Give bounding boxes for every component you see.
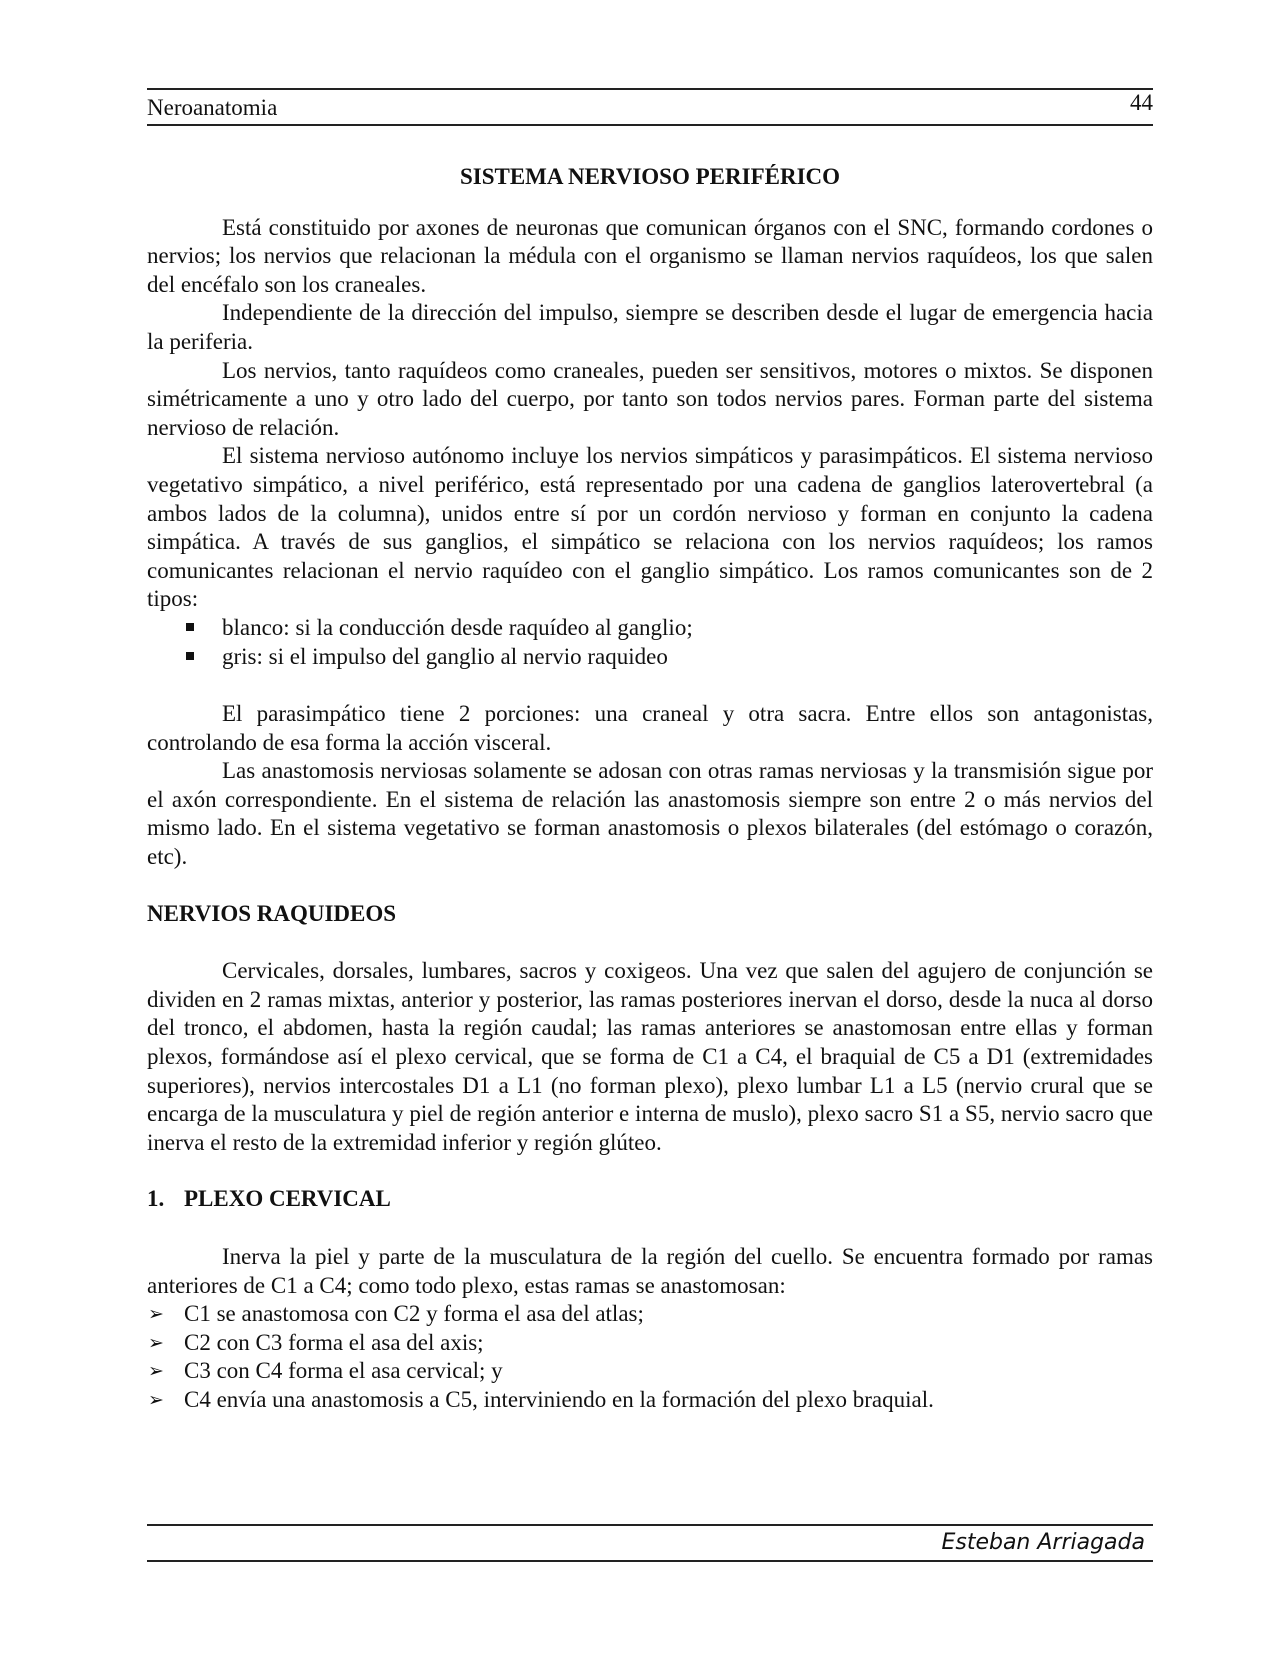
ramos-comunicantes-list (147, 614, 1153, 671)
paragraph: Inerva la piel y parte de la musculatura de la región del cuello. Se encuentra formado por ramas anteriores de C1 a C4; como todo plexo, estas ramas se anastomosan: (147, 1244, 1153, 1298)
running-title: Neroanatomia (147, 95, 278, 120)
footer-author: Esteban Arriagada (941, 1530, 1145, 1555)
list-item-text: C1 se anastomosa con C2 y forma el asa del atlas; (184, 1301, 644, 1327)
footer-bottom-rule (147, 1560, 1153, 1562)
paragraph: Cervicales, dorsales, lumbares, sacros y coxigeos. Una vez que salen del agujero de conjunción se dividen en 2 ramas mixtas, anterior y posterior, las ramas posteriores inervan el dorso, desde la nuca al dorso del tronco, el abdomen, hasta la región caudal; las ramas anteriores se anastomosan entre ellas y forman plexos, formándose así el plexo cervical, que se forma de C1 a C4, el braquial de C5 a D1 (extremidades superiores), nervios intercostales D1 a L1 (no forman plexo), plexo lumbar L1 a L5 (nervio crural que se encarga de la musculatura y piel de región anterior e interna de muslo), plexo sacro S1 a S5, nervio sacro que inerva el resto de la extremidad inferior y región glúteo. (147, 958, 1153, 1155)
paragraph: Los nervios, tanto raquídeos como craneales, pueden ser sensitivos, motores o mixtos. Se disponen simétricamente a uno y otro lado del cuerpo, por tanto son todos nervios pares. Forman parte del sistema nervioso de relación. (147, 357, 1153, 440)
nervios-raquideos-heading: NERVIOS RAQUIDEOS (147, 900, 397, 926)
square-bullet-icon (186, 652, 194, 660)
list-item-text: C4 envía una anastomosis a C5, interviniendo en la formación del plexo braquial. (184, 1386, 934, 1412)
spacer (147, 671, 1153, 700)
section-heading-text: PLEXO CERVICAL (184, 1186, 391, 1212)
section-title: SISTEMA NERVIOSO PERIFÉRICO (459, 164, 841, 189)
list-item (147, 1357, 1153, 1386)
list-item (147, 643, 1153, 672)
list-item (147, 1300, 1153, 1329)
arrow-bullet-icon: ➢ (148, 1360, 164, 1383)
arrow-bullet-icon: ➢ (148, 1331, 164, 1354)
plexo-cervical-heading (147, 1185, 1153, 1214)
arrow-bullet-icon: ➢ (148, 1388, 164, 1411)
list-item-text: C2 con C3 forma el asa del axis; (184, 1329, 484, 1355)
page-header (147, 90, 1153, 124)
document-page (147, 88, 1153, 1415)
section-number: 1. (147, 1186, 165, 1212)
header-bottom-rule (147, 124, 1153, 126)
page-content (147, 163, 1153, 1415)
page-number: 44 (1130, 90, 1153, 115)
page-footer (147, 1524, 1153, 1562)
list-item-text: blanco: si la conducción desde raquídeo al ganglio; (222, 614, 693, 640)
list-item-text: C3 con C4 forma el asa cervical; y (184, 1358, 503, 1384)
list-item-text: gris: si el impulso del ganglio al nervio raquideo (222, 643, 668, 669)
paragraph: Independiente de la dirección del impulso, siempre se describen desde el lugar de emergencia hacia la periferia. (147, 300, 1153, 354)
paragraph: El parasimpático tiene 2 porciones: una craneal y otra sacra. Entre ellos son antagonistas, controlando de esa forma la acción visceral. (147, 701, 1153, 755)
paragraph: El sistema nervioso autónomo incluye los nervios simpáticos y parasimpáticos. El sistema nervioso vegetativo simpático, a nivel periférico, está representado por una cadena de ganglios laterovertebral (a ambos lados de la columna), unidos entre sí por un cordón nervioso y forman en conjunto la cadena simpática. A través de sus ganglios, el simpático se relaciona con los nervios raquídeos; los ramos comunicantes relacionan el nervio raquídeo con el ganglio simpático. Los ramos comunicantes son de 2 tipos: (147, 443, 1153, 612)
anastomosis-list (147, 1300, 1153, 1414)
list-item (147, 1386, 1153, 1415)
arrow-bullet-icon: ➢ (148, 1303, 164, 1326)
list-item (147, 1329, 1153, 1358)
paragraph: Las anastomosis nerviosas solamente se adosan con otras ramas nerviosas y la transmisión sigue por el axón correspondiente. En el sistema de relación las anastomosis siempre son entre 2 o más nervios del mismo lado. En el sistema vegetativo se forman anastomosis o plexos bilaterales (del estómago o corazón, etc). (147, 758, 1153, 870)
list-item (147, 614, 1153, 643)
paragraph: Está constituido por axones de neuronas que comunican órganos con el SNC, formando cordones o nervios; los nervios que relacionan la médula con el organismo se llaman nervios raquídeos, los que salen del encéfalo son los craneales. (147, 214, 1153, 297)
square-bullet-icon (186, 623, 194, 631)
